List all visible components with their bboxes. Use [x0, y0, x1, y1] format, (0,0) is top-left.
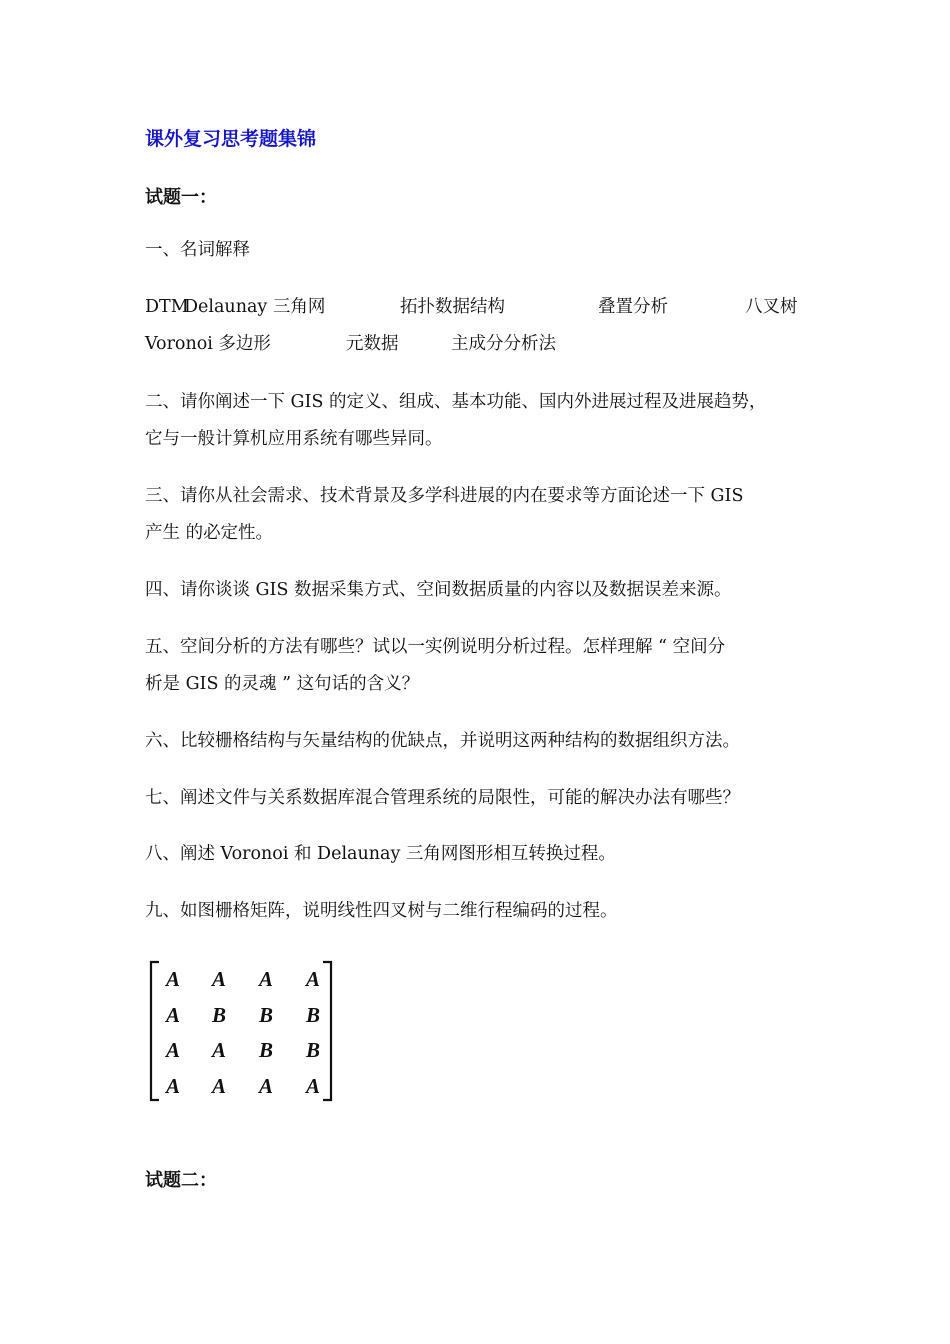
matrix-cell-r2-c4: B: [305, 1003, 321, 1027]
matrix-cell-r4-c3: A: [258, 1074, 274, 1098]
question-9-line-1: 九、如图栅格矩阵，说明线性四叉树与二维行程编码的过程。: [145, 901, 618, 921]
matrix-cell-r3-c3: B: [258, 1038, 274, 1062]
matrix-left-bracket: [151, 962, 159, 1100]
question-5-line-2: 析是 GIS 的灵魂 ” 这句话的含义？: [145, 674, 420, 694]
document-title: 课外复习思考题集锦: [145, 128, 317, 150]
term-pca: 主成分分析法: [451, 334, 556, 354]
matrix-cell-r2-c1: A: [165, 1003, 181, 1027]
matrix-cell-r4-c2: A: [211, 1074, 227, 1098]
question-4-line-1: 四、请你谈谈 GIS 数据采集方式、空间数据质量的内容以及数据误差来源。: [145, 580, 732, 600]
term-overlay: 叠置分析: [598, 297, 668, 317]
question-6-line-1: 六、比较栅格结构与矢量结构的优缺点，并说明这两种结构的数据组织方法。: [145, 731, 740, 751]
matrix-cell-r3-c1: A: [165, 1038, 181, 1062]
terms-row-1: [145, 296, 825, 318]
term-voronoi: Voronoi 多边形: [145, 334, 271, 354]
matrix-cell-r2-c3: B: [258, 1003, 274, 1027]
matrix-cell-r1-c1: A: [165, 967, 181, 991]
question-1-heading: 一、名词解释: [145, 240, 250, 260]
terms-row-2: [145, 333, 825, 355]
matrix-cell-r3-c4: B: [305, 1038, 321, 1062]
term-topology: 拓扑数据结构: [400, 297, 505, 317]
question-2-line-2: 它与一般计算机应用系统有哪些异同。: [145, 429, 443, 449]
question-8-line-1: 八、阐述 Voronoi 和 Delaunay 三角网图形相互转换过程。: [145, 844, 616, 864]
matrix-cell-r1-c4: A: [305, 967, 321, 991]
raster-matrix-figure: [147, 958, 335, 1104]
question-5-line-1: 五、空间分析的方法有哪些？试以一实例说明分析过程。怎样理解 “ 空间分: [145, 637, 726, 657]
question-3-line-1: 三、请你从社会需求、技术背景及多学科进展的内在要求等方面论述一下 GIS: [145, 486, 744, 506]
matrix-cell-r2-c2: B: [211, 1003, 227, 1027]
section-heading-2: 试题二：: [145, 1170, 217, 1191]
matrix-cell-r1-c2: A: [211, 967, 227, 991]
matrix-cell-r4-c1: A: [165, 1074, 181, 1098]
question-2-line-1: 二、请你阐述一下 GIS 的定义、组成、基本功能、国内外进展过程及进展趋势，: [145, 392, 767, 412]
term-octree: 八叉树: [745, 297, 798, 317]
term-dtm: DTM: [145, 297, 189, 317]
matrix-right-bracket: [323, 962, 331, 1100]
question-7-line-1: 七、阐述文件与关系数据库混合管理系统的局限性，可能的解决办法有哪些？: [145, 788, 740, 808]
term-delaunay: Delaunay 三角网: [184, 297, 326, 317]
term-metadata: 元数据: [346, 334, 399, 354]
section-heading-1: 试题一：: [145, 187, 217, 208]
matrix-cell-r1-c3: A: [258, 967, 274, 991]
matrix-cell-r3-c2: A: [211, 1038, 227, 1062]
raster-matrix-svg: [147, 958, 335, 1104]
matrix-cells: [164, 967, 320, 1098]
question-3-line-2: 产生 的必定性。: [145, 523, 274, 543]
matrix-cell-r4-c4: A: [305, 1074, 321, 1098]
